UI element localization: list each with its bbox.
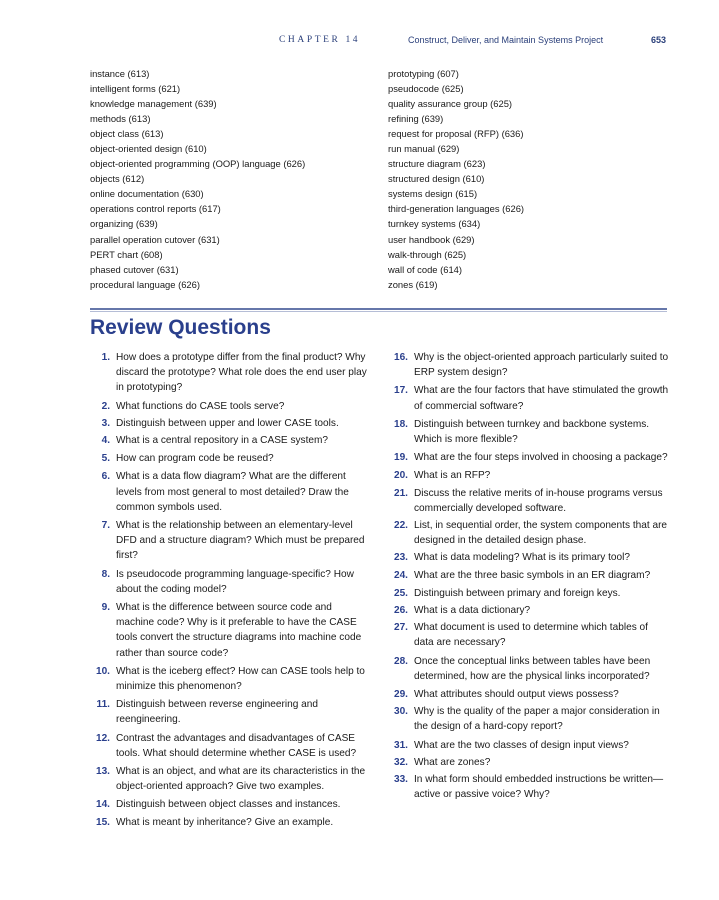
question-number: 10. — [95, 665, 110, 677]
key-term: turnkey systems (634) — [388, 218, 481, 230]
question-text: What is meant by inheritance? Give an example. — [116, 816, 334, 828]
review-question — [90, 399, 372, 414]
question-text: What is the relationship between an elementary-level DFD and a structure diagram? Which must be prepared first? — [116, 520, 365, 562]
review-question — [90, 567, 372, 597]
question-number: 20. — [393, 470, 408, 482]
key-term: prototyping (607) — [388, 68, 459, 79]
key-term: object-oriented design (610) — [90, 143, 207, 155]
question-text: What is the difference between source code and machine code? Why is it preferable to have the CASE tools convert the structure diagrams into machine code rather than source code? — [116, 602, 362, 659]
review-question — [388, 687, 670, 702]
key-term: pseudocode (625) — [388, 83, 464, 95]
question-text: Distinguish between primary and foreign keys. — [414, 587, 621, 599]
question-number: 19. — [393, 452, 408, 464]
review-question — [90, 469, 372, 515]
review-question — [388, 417, 670, 447]
key-term: knowledge management (639) — [90, 98, 217, 110]
question-number: 27. — [393, 622, 408, 634]
question-text: How can program code be reused? — [116, 453, 274, 465]
question-number: 29. — [393, 689, 408, 701]
question-text: Discuss the relative merits of in-house programs versus commercially developed software. — [414, 487, 663, 514]
review-question — [90, 433, 372, 448]
section-divider — [90, 308, 667, 310]
review-question — [388, 550, 670, 565]
review-question — [90, 731, 372, 761]
key-term: instance (613) — [90, 68, 150, 79]
question-text: What are the three basic symbols in an ER diagram? — [414, 569, 651, 581]
question-number: 17. — [393, 385, 408, 397]
chapter-label: CHAPTER 14 — [279, 35, 361, 45]
question-number: 31. — [393, 739, 408, 751]
review-question — [388, 383, 670, 413]
question-text: Distinguish between reverse engineering and reengineering. — [116, 699, 319, 726]
page-header — [0, 35, 719, 49]
question-text: Distinguish between turnkey and backbone systems. Which is more flexible? — [414, 418, 650, 446]
review-question — [90, 764, 372, 794]
review-question — [90, 797, 372, 812]
question-text: Contrast the advantages and disadvantages of CASE tools. What should determine whether CASE is used? — [116, 732, 357, 759]
key-term: parallel operation cutover (631) — [90, 233, 220, 245]
question-text: List, in sequential order, the system components that are designed in the detailed design phase. — [414, 520, 668, 547]
review-question — [90, 815, 372, 830]
review-question — [90, 664, 372, 694]
key-term: organizing (639) — [90, 218, 158, 230]
question-text: What is an object, and what are its characteristics in the object-oriented approach? Give two examples. — [116, 766, 366, 793]
question-number: 1. — [101, 352, 110, 363]
review-question — [388, 350, 670, 380]
question-number: 13. — [95, 766, 110, 778]
question-text: Why is the object-oriented approach particularly suited to ERP system design? — [414, 352, 669, 379]
question-text: In what form should embedded instructions be written—active or passive voice? Why? — [414, 774, 664, 801]
question-number: 12. — [95, 732, 110, 744]
review-question — [90, 416, 372, 431]
section-divider-thin — [90, 311, 667, 312]
question-number: 9. — [101, 602, 110, 614]
review-questions-left-column — [90, 350, 372, 832]
question-text: What is an RFP? — [414, 470, 491, 482]
question-text: What are the four factors that have stimulated the growth of commercial software? — [414, 385, 669, 412]
chapter-title: Construct, Deliver, and Maintain Systems Project — [408, 35, 604, 45]
question-number: 16. — [393, 352, 408, 363]
key-term: walk-through (625) — [388, 248, 467, 260]
question-number: 30. — [393, 706, 408, 718]
question-text: What is a central repository in a CASE system? — [116, 435, 329, 447]
key-term: PERT chart (608) — [90, 248, 163, 260]
question-text: Why is the quality of the paper a major consideration in the design of a hard-copy report? — [414, 706, 660, 733]
question-number: 22. — [393, 520, 408, 532]
key-term: methods (613) — [90, 113, 151, 125]
key-term: intelligent forms (621) — [90, 83, 181, 95]
review-question — [90, 518, 372, 564]
review-question — [90, 697, 372, 727]
key-term: objects (612) — [90, 173, 145, 185]
review-question — [388, 603, 670, 618]
question-text: What is a data flow diagram? What are the different levels from most general to most detailed? Draw the common symbols used. — [116, 471, 349, 513]
review-question — [388, 620, 670, 650]
question-text: What functions do CASE tools serve? — [116, 400, 285, 412]
question-number: 18. — [393, 418, 408, 430]
question-text: What attributes should output views possess? — [414, 689, 619, 701]
key-term: quality assurance group (625) — [388, 98, 513, 110]
review-questions-heading: Review Questions — [90, 316, 271, 339]
question-text: What is the iceberg effect? How can CASE tools help to minimize this phenomenon? — [116, 665, 365, 693]
key-term: structured design (610) — [388, 173, 485, 185]
question-text: What are the four steps involved in choosing a package? — [414, 452, 668, 464]
key-term: procedural language (626) — [90, 278, 200, 290]
key-term: online documentation (630) — [90, 188, 204, 200]
review-question — [388, 704, 670, 734]
review-question — [388, 568, 670, 583]
question-number: 4. — [101, 435, 110, 447]
question-number: 2. — [101, 400, 110, 412]
question-number: 11. — [96, 699, 110, 711]
question-text: Is pseudocode programming language-specific? How about the coding model? — [116, 568, 354, 595]
question-number: 32. — [393, 756, 408, 768]
key-term: refining (639) — [388, 113, 444, 125]
review-question — [388, 518, 670, 548]
question-number: 15. — [95, 816, 110, 828]
question-number: 5. — [101, 453, 110, 465]
review-question — [388, 486, 670, 516]
question-text: Distinguish between upper and lower CASE tools. — [116, 417, 339, 429]
key-term: object class (613) — [90, 128, 164, 140]
question-text: What document is used to determine which tables of data are necessary? — [414, 622, 648, 649]
question-text: What is data modeling? What is its primary tool? — [414, 552, 630, 564]
question-number: 28. — [393, 655, 408, 667]
review-question — [388, 738, 670, 753]
review-question — [90, 600, 372, 661]
key-term: run manual (629) — [388, 143, 460, 155]
review-question — [90, 451, 372, 466]
question-number: 8. — [101, 568, 110, 580]
review-question — [388, 450, 670, 465]
review-question — [388, 755, 670, 770]
question-text: What are zones? — [414, 756, 491, 768]
question-text: How does a prototype differ from the final product? Why discard the prototype? What role does the end user play in prototyping? — [116, 352, 367, 394]
page-number: 653 — [651, 35, 667, 45]
review-question — [388, 654, 670, 684]
question-number: 7. — [101, 520, 110, 532]
key-term: systems design (615) — [388, 188, 478, 200]
question-number: 26. — [393, 605, 408, 617]
key-terms-left-column — [90, 66, 305, 292]
question-number: 14. — [95, 799, 110, 811]
question-number: 24. — [393, 569, 408, 581]
review-question — [90, 350, 372, 396]
key-term: zones (619) — [388, 278, 438, 290]
question-number: 33. — [393, 774, 408, 786]
key-term: user handbook (629) — [388, 233, 475, 245]
key-terms-right-column — [388, 66, 524, 292]
question-number: 23. — [393, 552, 408, 564]
question-text: What is a data dictionary? — [414, 605, 531, 617]
question-number: 6. — [101, 471, 110, 483]
key-term: wall of code (614) — [388, 263, 462, 275]
key-term: operations control reports (617) — [90, 203, 221, 215]
key-term: object-oriented programming (OOP) language (626) — [90, 158, 306, 170]
question-text: What are the two classes of design input views? — [414, 739, 629, 751]
review-question — [388, 468, 670, 483]
review-questions-right-column — [388, 350, 670, 804]
question-text: Once the conceptual links between tables have been determined, how are the physical links incorporated? — [414, 655, 651, 682]
question-number: 21. — [393, 487, 408, 499]
key-term: request for proposal (RFP) (636) — [388, 128, 524, 140]
question-number: 3. — [101, 417, 110, 429]
review-question — [388, 586, 670, 601]
question-text: Distinguish between object classes and instances. — [116, 799, 341, 811]
key-term: third-generation languages (626) — [388, 203, 525, 215]
key-term: phased cutover (631) — [90, 263, 179, 275]
review-question — [388, 772, 670, 802]
key-term: structure diagram (623) — [388, 158, 486, 170]
question-number: 25. — [393, 587, 408, 599]
